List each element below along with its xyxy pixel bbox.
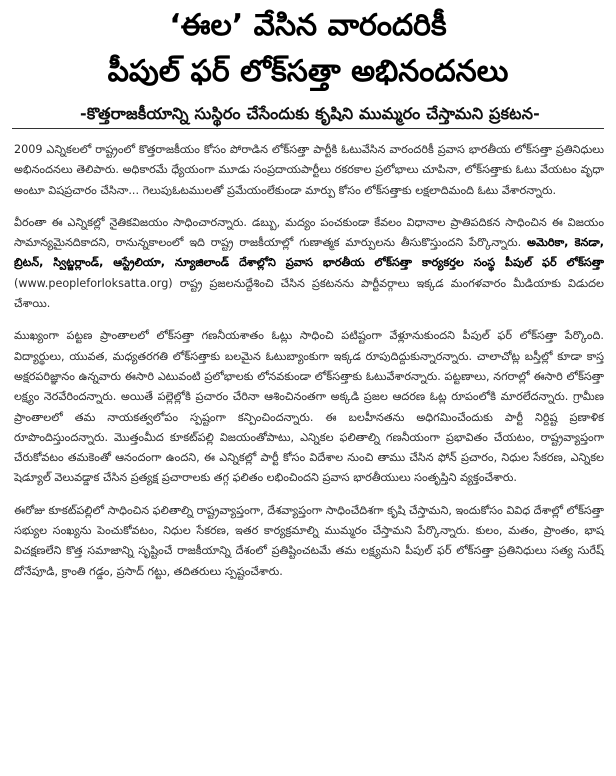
website-link-text: (www.peopleforloksatta.org): [14, 276, 180, 290]
headline-line-2: పీపుల్ ఫర్ లోక్‌సత్తా అభినందనలు: [107, 54, 509, 89]
article-paragraph-2: [14, 213, 604, 314]
article-paragraph-3: ముఖ్యంగా పట్టణ ప్రాంతాలలో లోక్‌సత్తా గణనీయశాతం ఓట్లు సాధించి పటిష్టంగా వేళ్లూనుకుందని పీపుల్ ఫర్ లోక్‌సత్తా పేర్కొంది. విద్యార్థులు, యువత, మధ్యతరగతి లోక్‌సత్తాకు బలమైన ఓటుబ్యాంకుగా ఇక్కడ రూపుదిద్దుకున్నారన్నారు. చాలాచోట్ల బస్తీల్లో కూడా కాస్త అక్షరపరిజ్ఞానం ఉన్నవారు ఈసారి ఎటువంటి ప్రలోభాలకు లోనవకుండా లోక్‌సత్తాకు ఓటువేశారన్నారు. పట్టణాలు, నగరాల్లో ఈసారి లోక్‌సత్తా లక్ష్యం నెరవేరిందన్నారు. అయితే పల్లెల్లోకి ప్రచారం చేరినా ఆశించినంతగా అక్కడి ప్రజల ఆదరణ ఓట్ల రూపంలోకి మారలేదన్నారు. గ్రామీణ ప్రాంతాలలో తమ నాయకత్వలోపం స్పష్టంగా కన్పించిందన్నారు. ఈ బలహీనతను అధిగమించేందుకు పార్టీ నిర్దిష్ట ప్రణాళిక రూపొందిస్తుందన్నారు. మొత్తంమీద కూకట్‌పల్లి విజయంతోపాటు, ఎన్నికల ఫలితాల్ని గణనీయంగా ప్రభావితం చేయటం, రాష్ట్రవ్యాప్తంగా చేరుకోవటం తమకెంతో ఆనందంగా ఉందని, ఈ ఎన్నికల్లో పార్టీ కోసం విదేశాల నుంచి తాము చేసిన ఫోన్ ప్రచారం, నిధుల సేకరణ, ఎన్నికల షెడ్యూల్ వెలువడ్డాక చేసిన ప్రత్యక్ష ప్రచారాలకు తగ్గ ఫలితం లభించిందని ప్రవాస భారతీయులు సంతృప్తిని వ్యక్తంచేశారు.: [14, 329, 604, 485]
article-body: [14, 140, 604, 594]
paragraph-2-text-before: వీరంతా ఈ ఎన్నికల్లో నైతికవిజయం సాధించారన్నారు. డబ్బు, మద్యం పంచకుండా కేవలం విధానాల ప్రాతిపదికన సాధించిన ఈ విజయం సామాన్యమైనదికాదని, రానున్నకాలంలో ఇది రాష్ట్ర రాజకీయాల్లో గుణాత్మక మార్పులను తీసుకొస్తుందని పేర్కొన్నారు.: [14, 215, 604, 250]
paragraph-2-text-after: రాష్ట్ర ప్రజలనుద్దేశించి చేసిన ప్రకటనను పార్టీవర్గాలు ఇక్కడ మంగళవారం మీడియాకు విడుదల చేశాయి.: [14, 276, 604, 311]
divider-rule: [12, 128, 604, 129]
article-paragraph-4: ఈరోజు కూకట్‌పల్లిలో సాధించిన ఫలితాల్ని రాష్ట్రవ్యాప్తంగా, దేశవ్యాప్తంగా సాధించేదిశగా కృషి చేస్తామని, ఇందుకోసం వివిధ దేశాల్లో లోక్‌సత్తా సభ్యుల సంఖ్యను పెంచుకోవటం, నిధుల సేకరణ, ఇతర కార్యక్రమాల్ని ముమ్మరం చేస్తామని పేర్కొన్నారు. కులం, మతం, ప్రాంతం, భాష విచక్షణలేని కొత్త సమాజాన్ని సృష్టించే రాజకీయాన్ని దేశంలో ప్రతిష్టించటమే తమ లక్ష్యమని పీపుల్ ఫర్ లోక్‌సత్తా ప్రతినిధులు సత్య సురేష్ దోనేపూడి, క్రాంతి గడ్డం, ప్రసాద్ గట్టు, తదితరులు స్పష్టంచేశారు.: [14, 503, 605, 578]
subheadline: -కొత్తరాజకీయాన్ని సుస్థిరం చేసేందుకు కృషిని ముమ్మరం చేస్తామని ప్రకటన-: [79, 104, 541, 123]
article-paragraph-1: 2009 ఎన్నికలలో రాష్ట్రంలో కొత్తరాజకీయం కోసం పోరాడిన లోక్‌సత్తా పార్టీకి ఓటువేసిన వారందరికీ ప్రవాస భారతీయ లోక్‌సత్తా ప్రతినిధులు అభినందనలు తెలిపారు. అధికారమే ధ్యేయంగా మూడు సంప్రదాయపార్టీలు రకరకాల ప్రలోభాలు చూపినా, లోక్‌సత్తాకు ఓటు వేయటం వృధా అంటూ విషప్రచారం చేసినా... గెలుపుఓటములతో ప్రమేయంలేకుండా మార్పు కోసం లోక్‌సత్తాకు లక్షలాదిమంది ఓటు వేశారన్నారు.: [14, 143, 604, 197]
paragraph-2-bold-text: అమెరికా, కెనడా, బ్రిటన్, స్విట్జర్లాండ్, ఆస్ట్రేలియా, న్యూజిలాండ్ దేశాల్లోని ప్రవాస భారతీయ లోక్‌సత్తా కార్యకర్తల సంస్థ పీపుల్ ఫర్ లోక్‌సత్తా: [14, 236, 604, 270]
headline-line-1: ‘ఈల’ వేసిన వారందరికీ: [169, 8, 447, 43]
